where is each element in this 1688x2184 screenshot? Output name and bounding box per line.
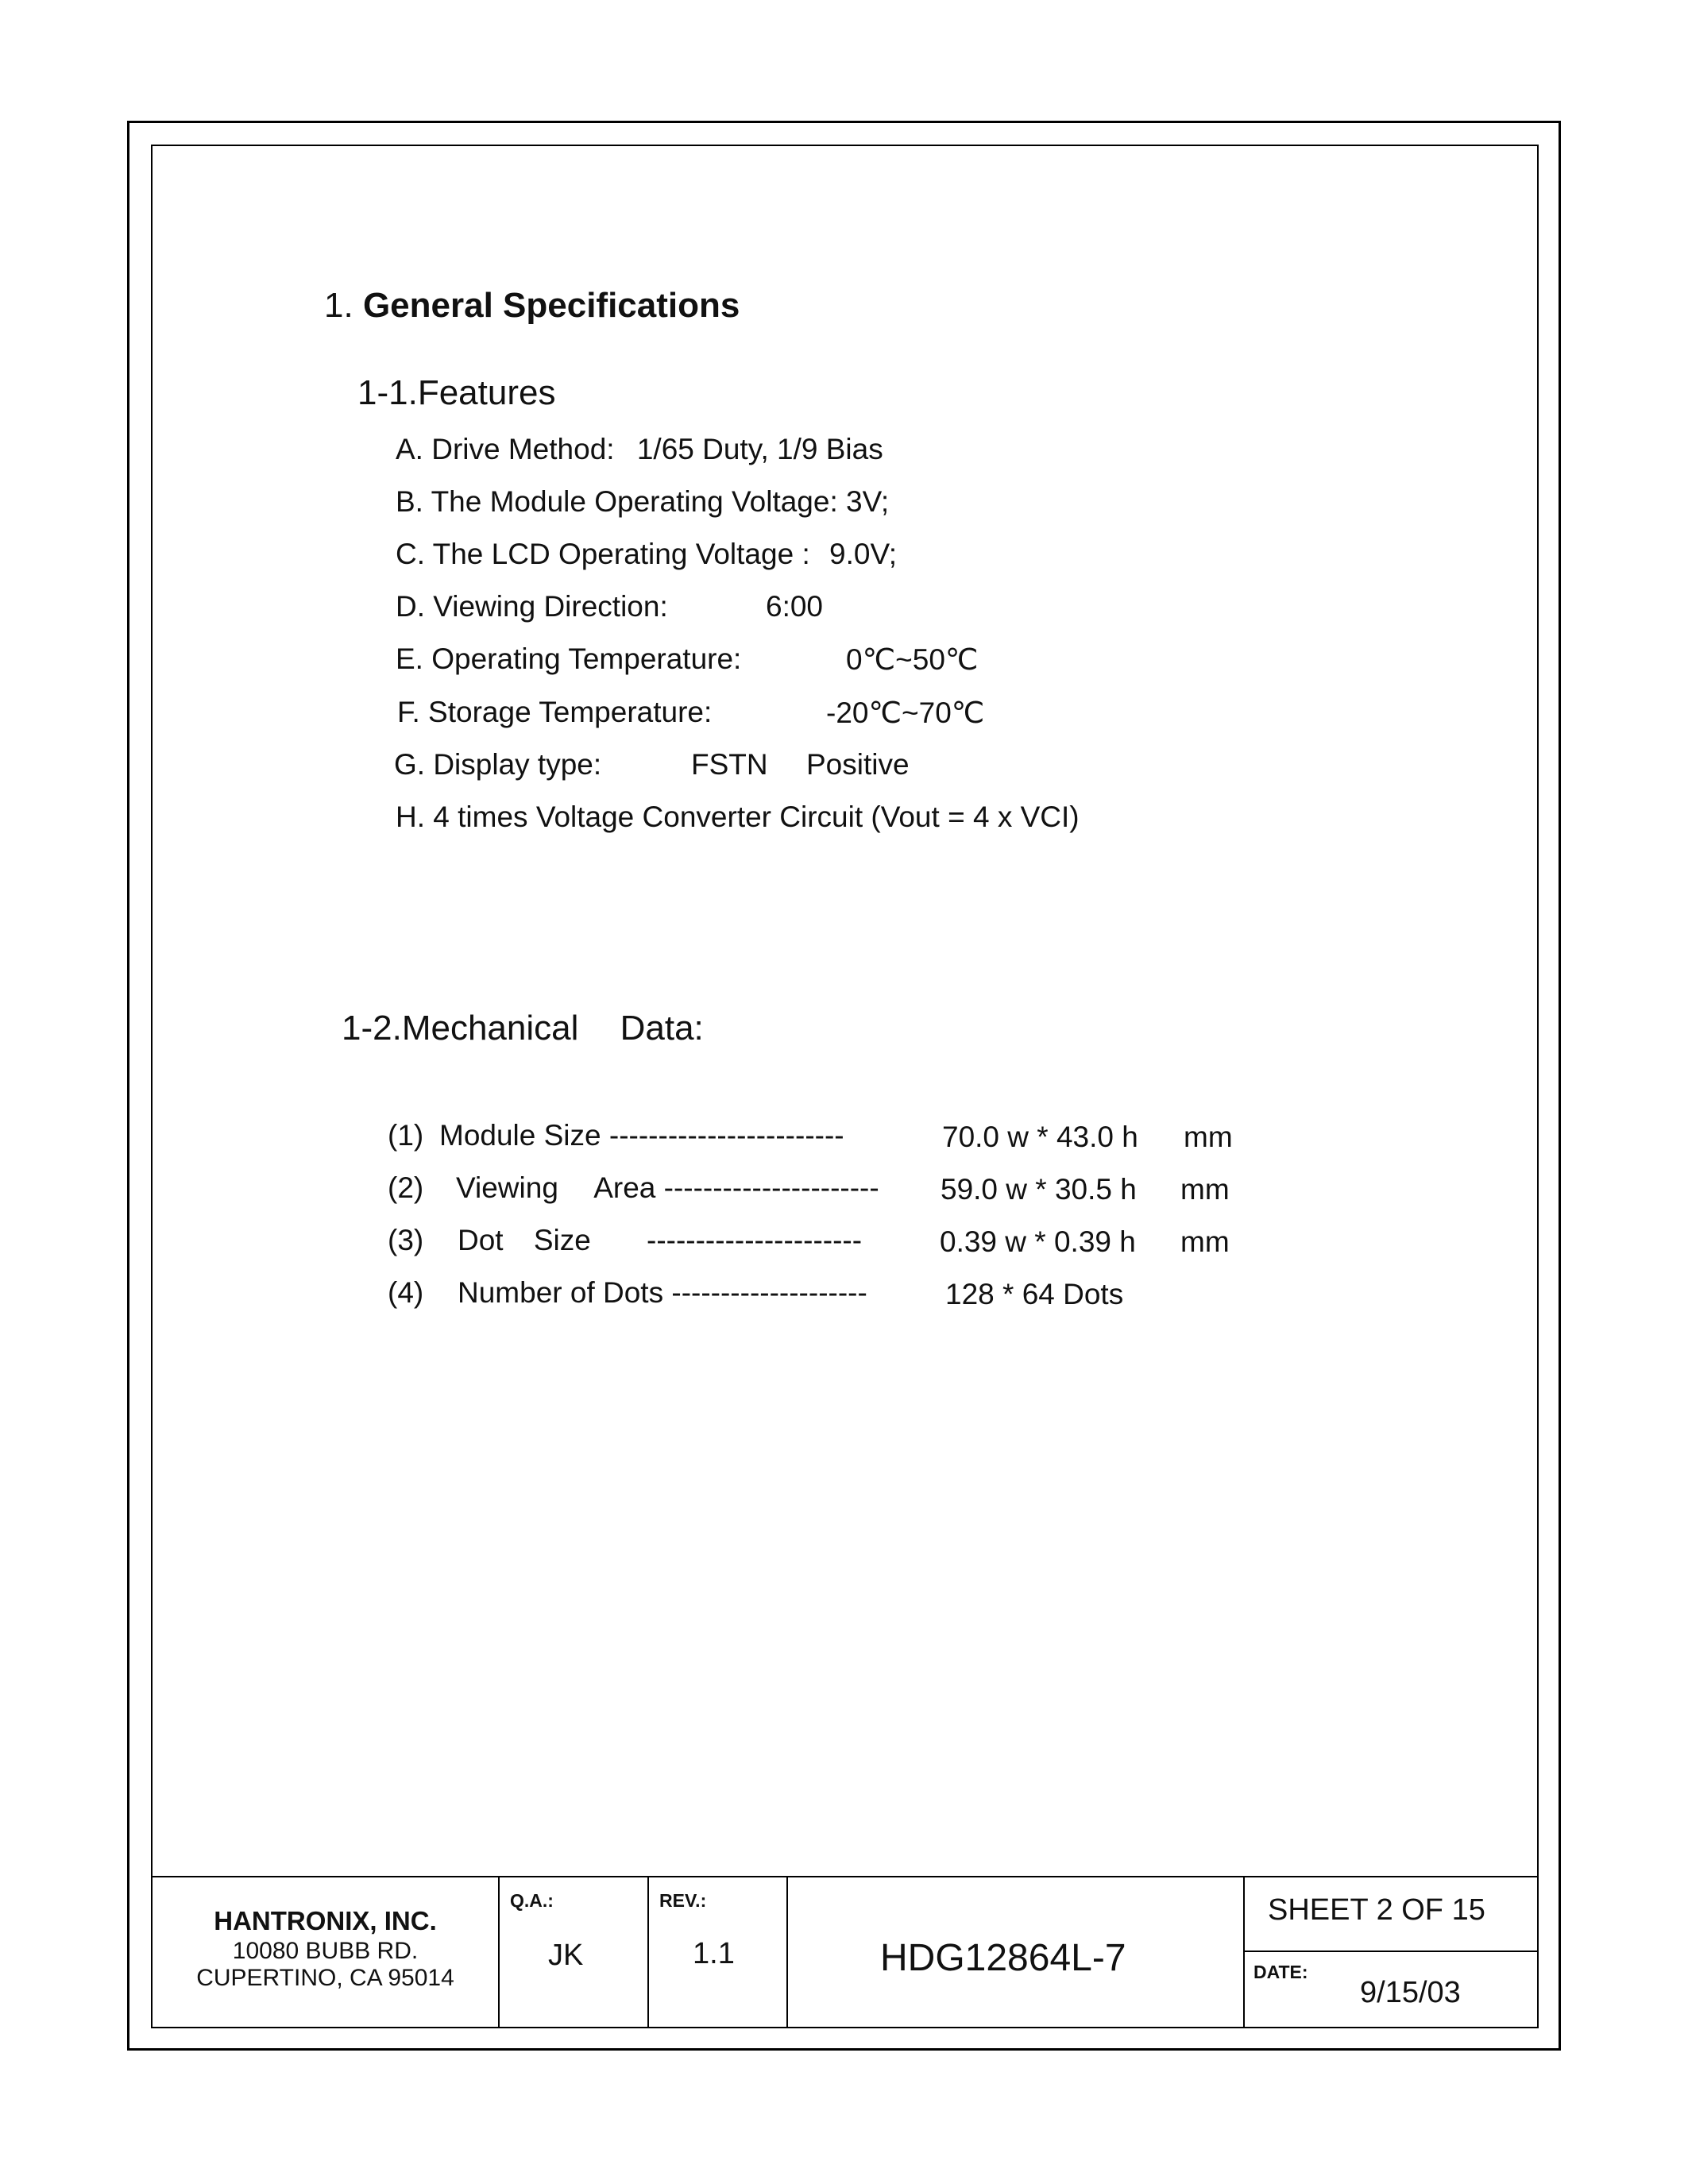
feature-item: C. The LCD Operating Voltage : 9.0V; — [396, 538, 898, 570]
section-title-text: General Specifications — [362, 286, 740, 325]
mech-row-dashes: ---------------------- — [647, 1224, 863, 1256]
sheet-number: SHEET 2 OF 15 — [1268, 1893, 1485, 1927]
mech-row-value: 70.0 w * 43.0 h — [942, 1121, 1138, 1153]
qa-label: Q.A.: — [510, 1890, 554, 1911]
rev-value: 1.1 — [693, 1937, 735, 1970]
feature-item: E. Operating Temperature: — [396, 642, 742, 675]
mech-row-number: (2) — [388, 1171, 424, 1204]
mech-row-unit: mm — [1184, 1121, 1233, 1153]
mech-row-unit: mm — [1180, 1225, 1230, 1258]
mech-row-name: Dot Size — [458, 1224, 591, 1256]
part-number: HDG12864L-7 — [880, 1937, 1126, 1979]
qa-value: JK — [548, 1939, 584, 1972]
title-block-divider — [498, 1876, 500, 2027]
title-block-divider — [647, 1876, 649, 2027]
mech-row-value: 128 * 64 Dots — [945, 1278, 1124, 1310]
feature-value: Positive — [806, 748, 910, 781]
feature-value: 0℃~50℃ — [846, 643, 979, 676]
mech-row-value: 59.0 w * 30.5 h — [941, 1173, 1137, 1206]
rev-label: REV.: — [659, 1890, 707, 1911]
date-label: DATE: — [1253, 1962, 1308, 1982]
feature-item: D. Viewing Direction: — [396, 590, 668, 623]
company-address-line2: CUPERTINO, CA 95014 — [196, 1965, 454, 1991]
mech-row-value: 0.39 w * 0.39 h — [940, 1225, 1136, 1258]
mech-row-name: Module Size ------------------------ — [439, 1119, 844, 1152]
title-block-divider — [1243, 1951, 1539, 1952]
feature-value: 6:00 — [766, 590, 824, 623]
title-block-divider — [786, 1876, 788, 2027]
feature-item: A. Drive Method: 1/65 Duty, 1/9 Bias — [396, 433, 883, 465]
section-number: 1. — [324, 286, 353, 325]
feature-value: FSTN — [691, 748, 768, 781]
feature-item: G. Display type: — [394, 748, 602, 781]
mech-row-unit: mm — [1180, 1173, 1230, 1206]
mech-row-number: (4) — [388, 1276, 424, 1309]
mech-row-number: (1) — [388, 1119, 424, 1152]
mech-row-number: (3) — [388, 1224, 424, 1256]
company-address-line1: 10080 BUBB RD. — [232, 1938, 419, 1964]
section-title — [324, 286, 740, 326]
feature-value: -20℃~70℃ — [826, 696, 985, 729]
mechanical-heading: 1-2.Mechanical Data: — [342, 1009, 704, 1048]
mech-row-name: Viewing Area ---------------------- — [456, 1171, 879, 1204]
inner-border — [151, 145, 1539, 2028]
feature-item: H. 4 times Voltage Converter Circuit (Vout = 4 x VCI) — [396, 801, 1080, 833]
feature-item: F. Storage Temperature: — [397, 696, 713, 728]
date-value: 9/15/03 — [1360, 1976, 1461, 2009]
mech-row-name: Number of Dots -------------------- — [458, 1276, 867, 1309]
company-name: HANTRONIX, INC. — [214, 1906, 437, 1935]
feature-item: B. The Module Operating Voltage: 3V; — [396, 485, 890, 518]
features-heading: 1-1.Features — [357, 373, 556, 412]
